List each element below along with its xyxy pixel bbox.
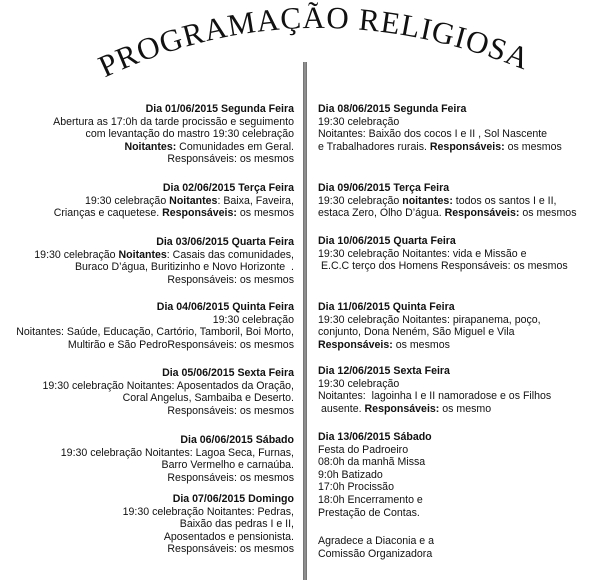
entry-line — [2, 195, 294, 208]
column-divider — [303, 62, 307, 580]
entry-date-heading: Dia 06/06/2015 Sábado — [180, 434, 294, 446]
text-segment: os mesmos — [392, 338, 450, 351]
entry-line — [318, 403, 600, 416]
entry-line — [2, 405, 294, 418]
entry-line — [318, 248, 600, 261]
entry-line — [318, 469, 600, 482]
entry-line — [2, 380, 294, 393]
entry-date-heading: Dia 07/06/2015 Domingo — [172, 493, 294, 505]
entry-line — [318, 195, 600, 208]
text-segment: Barro Vermelho e carnaúba. — [161, 459, 294, 472]
entry-line — [318, 548, 600, 561]
text-segment: Festa do Padroeiro — [318, 443, 409, 456]
text-segment: 19:30 celebração Noitantes: Pedras, — [122, 505, 294, 518]
entry-line — [2, 128, 294, 141]
text-segment: Comissão Organizadora — [318, 547, 433, 560]
bold-label: Responsáveis: — [318, 338, 393, 351]
entry-line — [318, 339, 600, 352]
bold-label: Responsáveis: — [444, 207, 520, 220]
schedule-entry — [318, 235, 600, 273]
entry-line — [2, 339, 294, 352]
entry-line — [2, 153, 294, 166]
schedule-entry — [318, 182, 600, 220]
entry-line — [2, 459, 294, 472]
entry-date-heading: Dia 10/06/2015 Quarta Feira — [318, 235, 456, 247]
text-segment: 19:30 celebração Noitantes: vida e Missão e — [318, 247, 527, 260]
text-segment: com levantação do mastro 19:30 celebração — [85, 128, 294, 141]
text-segment: todos os santos I e II, — [452, 194, 557, 207]
entry-line — [2, 116, 294, 129]
entry-line — [2, 249, 294, 262]
entry-line — [318, 116, 600, 129]
entry-date-heading: Dia 05/06/2015 Sexta Feira — [162, 367, 294, 379]
entry-date-heading: Dia 01/06/2015 Segunda Feira — [145, 103, 294, 115]
entry-line — [2, 543, 294, 556]
entry-line — [318, 494, 600, 507]
text-segment: os mesmo — [439, 402, 492, 415]
bold-label: Noitantes — [169, 194, 218, 207]
entry-line — [318, 507, 600, 520]
entry-line — [2, 326, 294, 339]
page-title — [0, 0, 602, 100]
text-segment: estaca Zero, Olho D’água. — [318, 207, 445, 220]
entry-date-heading: Dia 13/06/2015 Sábado — [318, 431, 432, 443]
text-segment: 19:30 celebração — [84, 194, 170, 207]
entry-date-heading: Dia 02/06/2015 Terça Feira — [162, 182, 294, 194]
entry-line — [318, 444, 600, 457]
text-segment: 17:0h Procissão — [318, 481, 394, 494]
entry-line — [2, 447, 294, 460]
entry-line — [318, 456, 600, 469]
text-segment: os mesmos — [236, 207, 294, 220]
entry-line — [318, 390, 600, 403]
entry-line — [2, 392, 294, 405]
entry-line — [318, 128, 600, 141]
entry-date-heading: Dia 08/06/2015 Segunda Feira — [318, 103, 467, 115]
schedule-entry — [2, 434, 294, 484]
text-segment: Responsáveis: os mesmos — [167, 153, 294, 166]
entry-line — [318, 535, 600, 548]
schedule-entry — [318, 365, 600, 415]
text-segment: Comunidades em Geral. — [176, 140, 294, 153]
text-segment: Responsáveis: os mesmos — [167, 273, 294, 286]
text-segment: Noitantes: Saúde, Educação, Cartório, Tamboril, Boi Morto, — [16, 326, 294, 339]
text-segment: Abertura as 17:0h da tarde procissão e seguimento — [53, 115, 294, 128]
schedule-entry — [318, 103, 600, 153]
text-segment: 19:30 celebração Noitantes: Lagoa Seca, Furnas, — [60, 446, 294, 459]
schedule-entry — [2, 103, 294, 166]
text-segment: E.C.C terço dos Homens Responsáveis: os mesmos — [318, 260, 568, 273]
entry-line — [2, 314, 294, 327]
schedule-entry — [2, 301, 294, 351]
text-segment: Baixão das pedras I e II, — [179, 518, 294, 531]
entry-date-heading: Dia 03/06/2015 Quarta Feira — [156, 236, 294, 248]
entry-line — [318, 378, 600, 391]
entry-date-heading: Dia 12/06/2015 Sexta Feira — [318, 365, 450, 377]
text-segment: 08:0h da manhã Missa — [318, 456, 426, 469]
bold-label: Noitantes — [118, 248, 167, 261]
text-segment: Responsáveis: os mesmos — [167, 471, 294, 484]
text-segment: Noitantes: Baixão dos cocos I e II , Sol Nascente — [318, 128, 548, 141]
entry-line — [2, 141, 294, 154]
entry-date-heading: Dia 11/06/2015 Quinta Feira — [318, 301, 455, 313]
text-segment: os mesmos — [504, 140, 562, 153]
text-segment: Coral Angelus, Sambaiba e Deserto. — [122, 392, 294, 405]
text-segment: conjunto, Dona Neném, São Miguel e Vila — [318, 326, 515, 339]
schedule-entry — [2, 236, 294, 286]
text-segment: 19:30 celebração — [318, 194, 403, 207]
entry-date-heading: Dia 04/06/2015 Quinta Feira — [156, 301, 294, 313]
entry-line — [2, 472, 294, 485]
text-segment: Buraco D’água, Buritizinho e Novo Horizonte . — [74, 261, 294, 274]
schedule-entry — [318, 535, 600, 560]
text-segment: e Trabalhadores rurais. — [318, 140, 430, 153]
text-segment: Aposentados e pensionista. — [163, 530, 294, 543]
text-segment: Noitantes: lagoinha I e II namoradose e os Filhos — [318, 390, 552, 403]
text-segment: 19:30 celebração Noitantes: pirapanema, poço, — [318, 313, 541, 326]
text-segment: 19:30 celebração Noitantes: Aposentados da Oração, — [42, 379, 294, 392]
schedule-entry — [2, 367, 294, 417]
bold-label: Responsáveis: — [364, 402, 440, 415]
text-segment: Responsáveis: os mesmos — [167, 543, 294, 556]
text-segment: os mesmos — [519, 207, 577, 220]
text-segment: 19:30 celebração — [212, 313, 294, 326]
entry-line — [2, 207, 294, 220]
bold-label: noitantes: — [402, 194, 453, 207]
entry-line — [2, 274, 294, 287]
schedule-entry — [318, 301, 600, 351]
entry-line — [2, 261, 294, 274]
text-segment: 18:0h Encerramento e — [318, 493, 423, 506]
entry-line — [318, 260, 600, 273]
entry-line — [318, 326, 600, 339]
bold-label: Noitantes: — [124, 140, 177, 153]
text-segment: 19:30 celebração — [318, 115, 400, 128]
entry-line — [2, 518, 294, 531]
schedule-entry — [318, 431, 600, 519]
text-segment: 9:0h Batizado — [318, 468, 383, 481]
text-segment: Prestação de Contas. — [318, 506, 420, 519]
entry-line — [2, 531, 294, 544]
schedule-entry — [2, 493, 294, 556]
text-segment: Crianças e caquetese. — [53, 207, 163, 220]
text-segment: ausente. — [318, 402, 365, 415]
text-segment: : Baixa, Faveira, — [217, 194, 294, 207]
text-segment: Agradece a Diaconia e a — [318, 535, 435, 547]
entry-date-heading: Dia 09/06/2015 Terça Feira — [318, 182, 450, 194]
text-segment: : Casais das comunidades, — [166, 248, 294, 261]
entry-line — [318, 314, 600, 327]
text-segment: Responsáveis: os mesmos — [167, 404, 294, 417]
entry-line — [2, 506, 294, 519]
entry-line — [318, 141, 600, 154]
page-title-text: PROGRAMAÇÃO RELIGIOSA — [93, 0, 536, 85]
entry-line — [318, 207, 600, 220]
schedule-entry — [2, 182, 294, 220]
entry-line — [318, 481, 600, 494]
text-segment: 19:30 celebração — [34, 248, 119, 261]
text-segment: Multirão e São PedroResponsáveis: os mesmos — [67, 338, 294, 351]
text-segment: 19:30 celebração — [318, 377, 400, 390]
bold-label: Responsáveis: — [429, 140, 505, 153]
bold-label: Responsáveis: — [162, 207, 237, 220]
